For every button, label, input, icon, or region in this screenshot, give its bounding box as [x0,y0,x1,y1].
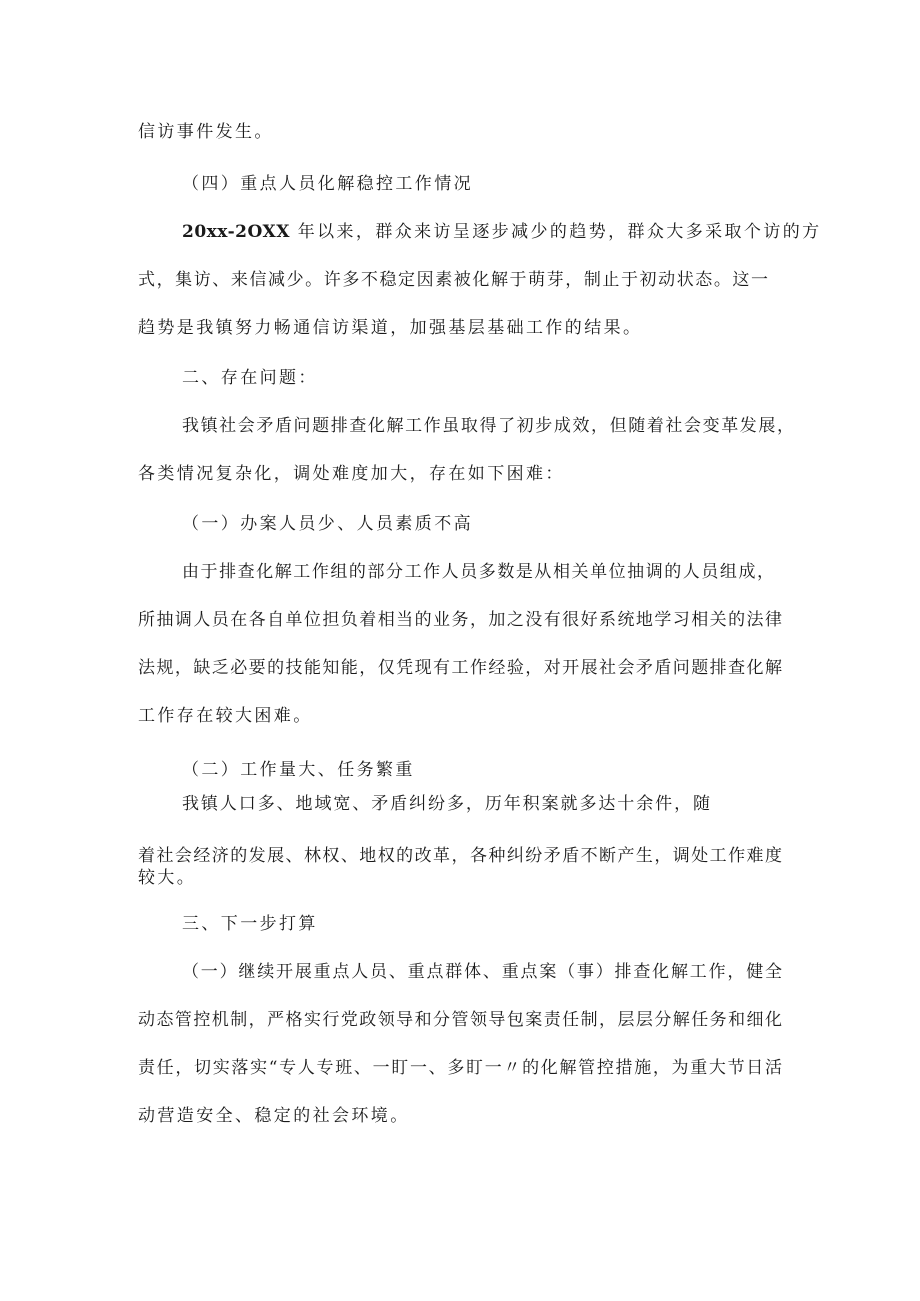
section-heading: 三、下一步打算 [182,914,318,934]
paragraph-line: 法规，缺乏必要的技能知能，仅凭现有工作经验，对开展社会矛盾问题排查化解 [138,658,782,678]
paragraph-line: 式，集访、来信减少。许多不稳定因素被化解于萌芽，制止于初动状态。这一 [138,270,768,290]
paragraph-line: 工作存在较大困难。 [138,706,313,726]
paragraph-line: 动营造安全、稳定的社会环境。 [138,1106,410,1126]
paragraph-line: （一）继续开展重点人员、重点群体、重点案（事）排查化解工作，健全 [182,962,782,982]
section-heading: （二）工作量大、任务繁重 [182,760,415,780]
paragraph-line: 较大。 [138,868,197,888]
paragraph-line: 所抽调人员在各自单位担负着相当的业务，加之没有很好系统地学习相关的法律 [138,610,782,630]
paragraph-line: 由于排查化解工作组的部分工作人员多数是从相关单位抽调的人员组成， [182,562,774,582]
paragraph-line: 责任，切实落实“专人专班、一盯一、多盯一〃的化解管控措施，为重大节日活 [138,1058,782,1078]
paragraph-line [182,220,822,244]
paragraph-line: 动态管控机制，严格实行党政领导和分管领导包案责任制，层层分解任务和细化 [138,1010,782,1030]
paragraph-line: 着社会经济的发展、林权、地权的改革，各种纠纷矛盾不断产生，调处工作难度 [138,846,782,866]
year-range: 20xx-2OXX [182,222,290,242]
section-heading: （四）重点人员化解稳控工作情况 [182,174,473,194]
paragraph-line: 信访事件发生。 [138,122,274,142]
paragraph-line: 各类情况复杂化，调处难度加大，存在如下困难： [138,464,565,484]
paragraph-text: 年以来，群众来访呈逐步减少的趋势，群众大多采取个访的方 [297,222,822,242]
paragraph-line: 趋势是我镇努力畅通信访渠道，加强基层基础工作的结果。 [138,318,643,338]
paragraph-line: 我镇人口多、地域宽、矛盾纠纷多，历年积案就多达十余件，随 [182,794,710,814]
section-heading: 二、存在问题： [182,368,318,388]
section-heading: （一）办案人员少、人员素质不高 [182,514,473,534]
paragraph-line: 我镇社会矛盾问题排查化解工作虽取得了初步成效，但随着社会变革发展， [182,416,794,436]
